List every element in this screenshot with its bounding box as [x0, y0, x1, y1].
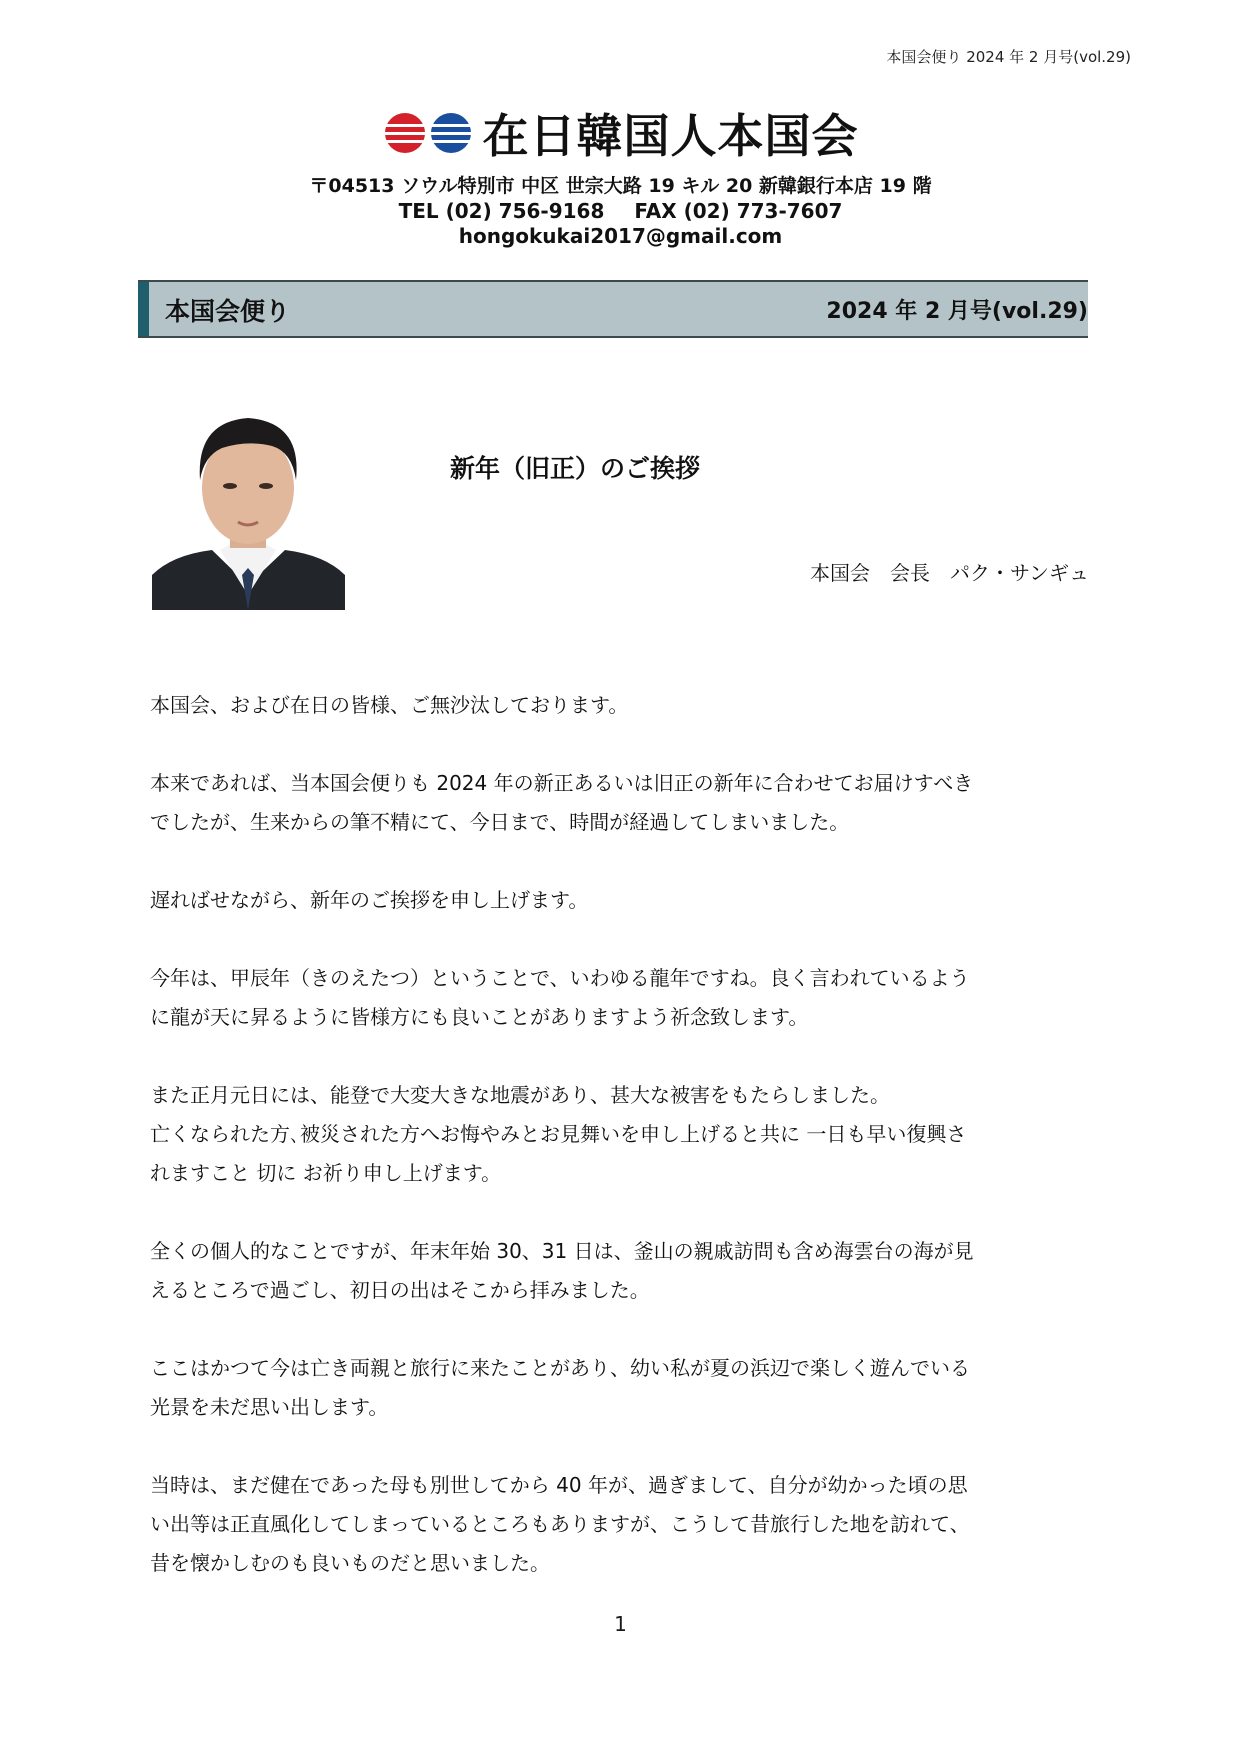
banner-accent [138, 282, 149, 336]
banner-title: 本国会便り [165, 297, 291, 326]
running-header: 本国会便り 2024 年 2 月号(vol.29) [886, 48, 1131, 66]
paragraph: また正月元日には、能登で大変大きな地震があり、甚大な被害をもたらしました。 亡くなられた方､被災された方へお悔やみとお見舞いを申し上げると共に 一日も早い復興さ れますこと 切に お祈り申し上げます。 [150, 1083, 967, 1185]
paragraph: 当時は、まだ健在であった母も別世してから 40 年が、過ぎまして、自分が幼かった頃の思 い出等は正直風化してしまっているところもありますが、こうして昔旅行した地を訪れて、 昔を懐かしむのも良いものだと思いました。 [150, 1473, 970, 1575]
paragraph: ここはかつて今は亡き両親と旅行に来たことがあり、幼い私が夏の浜辺で楽しく遊んでいる 光景を未だ思い出します。 [150, 1356, 970, 1419]
newsletter-banner [138, 280, 1088, 338]
org-logo-icon [383, 111, 473, 155]
article-title: 新年（旧正）のご挨拶 [450, 454, 701, 483]
org-address: 〒04513 ソウル特別市 中区 世宗大路 19 キル 20 新韓銀行本店 19 階 [309, 175, 932, 197]
paragraph: 本国会、および在日の皆様、ご無沙汰しております。 [150, 693, 629, 717]
article-author: 本国会 会長 パク・サンギュ [810, 561, 1089, 585]
page-number: 1 [614, 1612, 627, 1636]
org-fax: FAX (02) 773-7607 [634, 199, 843, 223]
article-body [150, 686, 1100, 1622]
org-name: 在日韓国人本国会 [482, 109, 859, 163]
org-tel: TEL (02) 756-9168 [398, 199, 605, 223]
paragraph: 全くの個人的なことですが、年末年始 30、31 日は、釜山の親戚訪問も含め海雲台の海が見 えるところで過ごし、初日の出はそこから拝みました。 [150, 1239, 974, 1302]
banner-issue: 2024 年 2 月号(vol.29) [826, 299, 1088, 324]
author-portrait [152, 400, 345, 610]
logo-row [0, 100, 1241, 166]
masthead [0, 100, 1241, 249]
org-phone-fax [0, 199, 1241, 224]
paragraph: 今年は、甲辰年（きのえたつ）ということで、いわゆる龍年ですね。良く言われているよう に龍が天に昇るように皆様方にも良いことがありますよう祈念致します。 [150, 966, 970, 1029]
paragraph: 本来であれば、当本国会便りも 2024 年の新正あるいは旧正の新年に合わせてお届けすべき でしたが、生来からの筆不精にて、今日まで、時間が経過してしまいました。 [150, 771, 974, 834]
paragraph: 遅ればせながら、新年のご挨拶を申し上げます。 [150, 888, 589, 912]
org-email: hongokukai2017@gmail.com [458, 224, 783, 248]
